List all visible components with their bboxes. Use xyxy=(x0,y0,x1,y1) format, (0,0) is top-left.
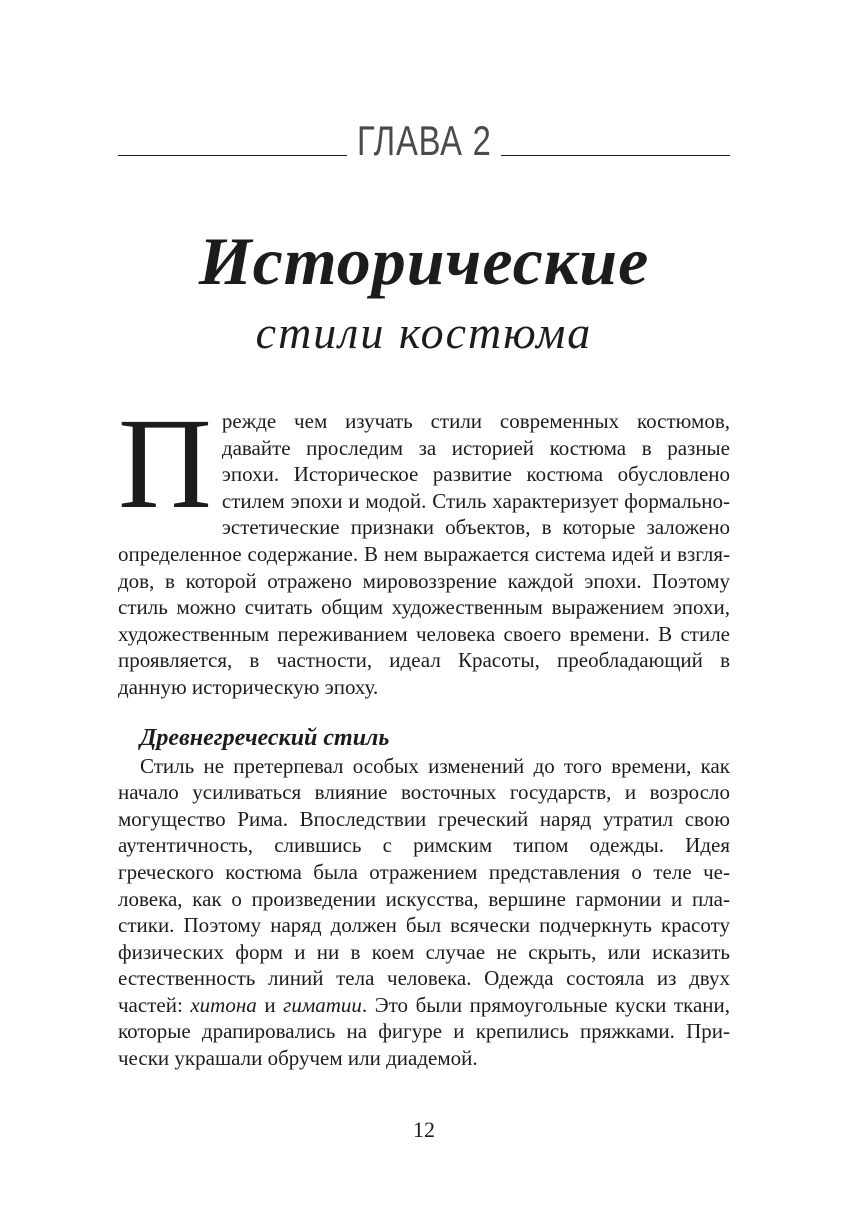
intro-paragraph xyxy=(118,392,730,701)
drop-cap: П xyxy=(118,392,212,536)
section-heading: Древнегреческий стиль xyxy=(140,724,390,751)
section-paragraph xyxy=(118,753,730,1072)
term-chiton: хитона xyxy=(190,992,257,1017)
chapter-title: Исторические xyxy=(198,223,650,299)
section-text-1: Стиль не претерпевал особых изменений до того времени, как начало усиливаться влияние восточных государств, и возросло могущество Рима. Впоследствии греческий наряд утратил свою аутентичность, слившись с римским типом одежды. Идея греческого костюма была отражением представления о теле человека, как о произведении искусства, вершине гармонии и пластики. Поэтому наряд должен был всячески подчеркнуть красоту физических форм и ни в коем случае не скрыть, или исказить естественность линий тела человека. Одежда состояла из двух частей: xyxy=(118,753,730,1017)
page-number: 12 xyxy=(413,1117,435,1142)
chapter-rule-left xyxy=(118,155,347,156)
chapter-rule-right xyxy=(501,155,730,156)
intro-text: режде чем изучать стили современных костюмов, давайте проследим за историей костюма в разные эпохи. Историческое развитие костюма обусловлено стилем эпохи и модой. Стиль характеризует формально-эстетические признаки объектов, в которые заложено определенное содержание. В нем выражается система идей и взглядов, в которой отражено мировоззрение каждой эпохи. Поэтому стиль можно считать общим художественным выражением эпохи, художественным переживанием человека своего времени. В стиле проявляется, в частности, идеал Красоты, преобладающий в данную историческую эпоху. xyxy=(118,409,730,699)
chapter-header xyxy=(118,112,730,162)
section-text-2: . Это были прямоугольные куски ткани, которые драпировались на фигуре и крепились пряжками. Прически украшали обручем или диадемой. xyxy=(118,992,731,1071)
body-text xyxy=(118,392,731,1072)
term-himation: гиматии xyxy=(283,992,362,1017)
section-conjunction: и xyxy=(256,992,284,1017)
chapter-label: ГЛАВА 2 xyxy=(356,117,492,164)
chapter-subtitle: стили костюма xyxy=(255,307,593,358)
